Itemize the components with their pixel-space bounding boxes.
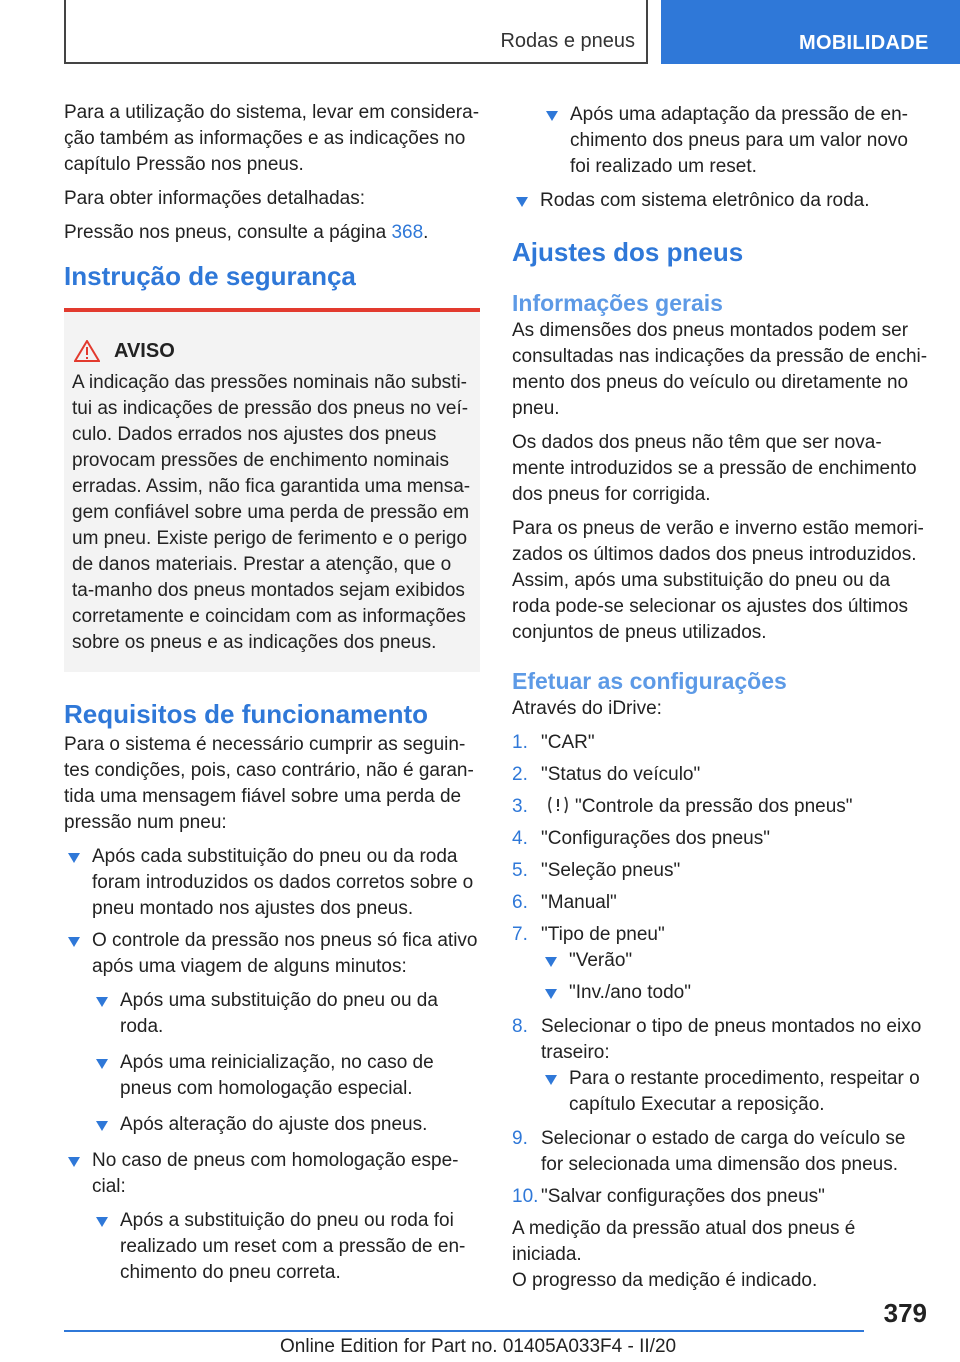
requirements-text: Para o sistema é necessário cumprir as seguin-tes condições, pois, caso contrário, não é garan-tida uma mensagem fiável sobre uma perda de pressão num pneu: bbox=[64, 734, 474, 833]
right-column bbox=[512, 102, 928, 1294]
list-item: Após uma reinicialização, no caso de pneus com homologação especial. bbox=[92, 1050, 480, 1102]
general-paragraph-3: Para os pneus de verão e inverno estão memori-zados os últimos dados dos pneus introduzidos. Assim, após uma substituição do pneu ou da roda pode-se selecionar os ajustes dos últimos conjuntos de pneus utilizados. bbox=[512, 518, 924, 643]
tire-settings-heading: Ajustes dos pneus bbox=[512, 237, 744, 267]
step-item: 7. "Tipo de pneu" "Verão" "Inv./ano todo" bbox=[512, 922, 928, 1006]
general-paragraph-1: As dimensões dos pneus montados podem ser consultadas nas indicações da pressão de enchi-mento dos pneus do veículo ou diretamente no pneu. bbox=[512, 320, 928, 419]
step-item: 8. Selecionar o tipo de pneus montados no eixo traseiro: Para o restante procedimento, respeitar o capítulo Executar a reposição. bbox=[512, 1014, 928, 1118]
general-info-heading: Informações gerais bbox=[512, 290, 723, 316]
step-item: 9. Selecionar o estado de carga do veículo se for selecionada uma dimensão dos pneus. bbox=[512, 1128, 906, 1175]
list-item: Rodas com sistema eletrônico da roda. bbox=[512, 188, 928, 214]
footer-divider bbox=[64, 1330, 864, 1332]
list-item: "Inv./ano todo" bbox=[541, 980, 928, 1006]
list-item: Após a substituição do pneu ou roda foi realizado um reset com a pressão de en-chimento do pneu correta. bbox=[92, 1208, 480, 1286]
warning-box bbox=[64, 312, 480, 672]
intro-details: Para obter informações detalhadas: bbox=[64, 188, 366, 209]
closing-line-2: O progresso da medição é indicado. bbox=[512, 1270, 818, 1291]
continued-list-2 bbox=[512, 188, 928, 214]
chapter-tab-label: MOBILIDADE bbox=[799, 32, 929, 54]
settings-heading: Efetuar as configurações bbox=[512, 668, 787, 694]
list-item: Após uma adaptação da pressão de en-chimento dos pneus para um valor novo foi realizado um reset. bbox=[542, 102, 928, 180]
intro-paragraph: Para a utilização do sistema, levar em considera-ção também as informações e as indicações no capítulo Pressão nos pneus. bbox=[64, 102, 480, 175]
tire-pressure-icon bbox=[547, 795, 569, 815]
step-item: 2. "Status do veículo" bbox=[512, 764, 701, 785]
warning-text: A indicação das pressões nominais não substi-tui as indicações de pressão dos pneus no veí-culo. Dados errados nos ajustes dos pneus provocam pressões de enchimento nominais erradas. Assim, não fica garantida uma mensa-gem confiável sobre uma perda de pressão em um pneu. Existe perigo de ferimento e o perigo de danos materiais. Prestar a atenção, que o ta-manho dos pneus montados sejam exibidos corretamente e coincidam com as informações sobre os pneus e as indicações dos pneus. bbox=[72, 372, 471, 653]
step-item: 1. "CAR" bbox=[512, 732, 595, 753]
list-item: Após uma substituição do pneu ou da roda. bbox=[92, 988, 480, 1040]
continued-list bbox=[542, 102, 928, 180]
requirements-list bbox=[64, 844, 480, 1286]
chapter-tab[interactable] bbox=[661, 0, 960, 64]
list-item: O controle da pressão nos pneus só fica ativo após uma viagem de alguns minutos: Após uma substituição do pneu ou da roda. Após uma reinicialização, no caso de pneus com homologação especial. Após alteração do ajuste dos pneus. bbox=[64, 928, 480, 1138]
sub-list bbox=[92, 988, 480, 1138]
step-item: 4. "Configurações dos pneus" bbox=[512, 828, 770, 849]
step-item: 6. "Manual" bbox=[512, 892, 617, 913]
requirements-heading: Requisitos de funcionamento bbox=[64, 699, 429, 729]
sub-list bbox=[541, 1066, 928, 1118]
page-number: 379 bbox=[883, 1298, 927, 1328]
step-item: 5. "Seleção pneus" bbox=[512, 860, 681, 881]
warning-title bbox=[72, 338, 472, 364]
list-item: Para o restante procedimento, respeitar o capítulo Executar a reposição. bbox=[541, 1066, 928, 1118]
left-column bbox=[64, 100, 480, 1296]
sub-list bbox=[541, 948, 928, 1006]
warning-icon bbox=[74, 340, 100, 362]
step-item: 10. "Salvar configurações dos pneus" bbox=[512, 1186, 825, 1207]
closing-line-1: A medição da pressão atual dos pneus é iniciada. bbox=[512, 1218, 856, 1265]
list-item: No caso de pneus com homologação espe-cial: Após a substituição do pneu ou roda foi realizado um reset com a pressão de en-chimento do pneu correta. bbox=[64, 1148, 480, 1286]
settings-steps bbox=[512, 730, 928, 1210]
edition-note: Online Edition for Part no. 01405A033F4 - II/20 bbox=[280, 1336, 677, 1357]
general-paragraph-2: Os dados dos pneus não têm que ser nova-mente introduzidos se a pressão de enchimento dos pneus for corrigida. bbox=[512, 432, 917, 505]
settings-intro: Através do iDrive: bbox=[512, 698, 662, 719]
page-link[interactable]: 368 bbox=[391, 222, 424, 243]
safety-heading: Instrução de segurança bbox=[64, 261, 356, 291]
warning-title-label: AVISO bbox=[114, 340, 175, 362]
list-item: Após cada substituição do pneu ou da roda foram introduzidos os dados corretos sobre o pneu montado nos ajustes dos pneus. bbox=[64, 844, 480, 922]
list-item: "Verão" bbox=[541, 948, 928, 974]
step-item: 3. "Controle da pressão dos pneus" bbox=[512, 796, 853, 817]
intro-reference: Pressão nos pneus, consulte a página 368. bbox=[64, 222, 429, 243]
sub-list bbox=[92, 1208, 480, 1286]
list-item: Após alteração do ajuste dos pneus. bbox=[92, 1112, 480, 1138]
section-title: Rodas e pneus bbox=[500, 30, 635, 52]
